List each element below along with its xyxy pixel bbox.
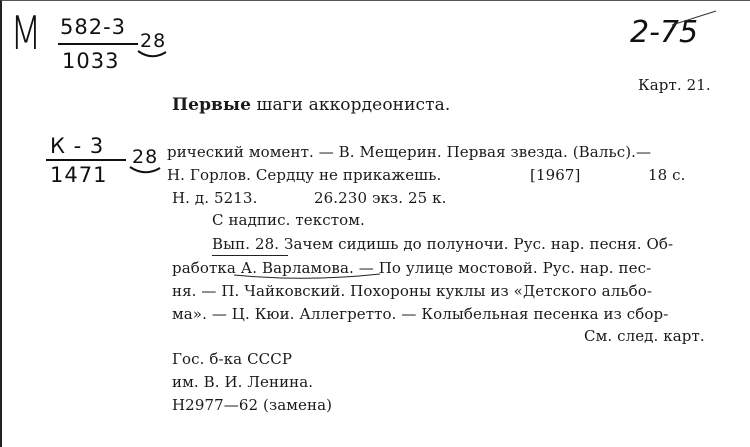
shelfmark-side-underline xyxy=(136,49,168,61)
text-note: С надпис. текстом. xyxy=(212,211,365,229)
second-mark-fraction-bar xyxy=(46,159,126,161)
issue-line-1: Вып. 28. Зачем сидишь до полуночи. Рус. нар. песня. Об- xyxy=(212,235,674,253)
second-mark-top-number: К - 3 xyxy=(50,134,105,158)
issue-line-3: ня. — П. Чайковский. Похороны куклы из «Детского альбо- xyxy=(172,282,653,300)
second-mark-side-number: 28 xyxy=(132,146,159,168)
print-run-price: 26.230 экз. 25 к. xyxy=(314,189,447,207)
corner-note-stroke xyxy=(670,9,720,29)
issue-underline xyxy=(212,255,288,256)
publication-year: [1967] xyxy=(530,166,581,184)
second-mark-bottom-number: 1471 xyxy=(50,163,108,187)
continued-note: См. след. карт. xyxy=(584,327,705,345)
shelfmark-letter: М xyxy=(10,6,42,60)
card-title xyxy=(172,96,450,114)
shelfmark-side-number: 28 xyxy=(140,30,167,52)
card-number-label: Карт. 21. xyxy=(638,76,711,94)
library-line-3: Н2977—62 (замена) xyxy=(172,396,333,414)
second-mark-side-underline xyxy=(128,165,162,177)
page-count: 18 с. xyxy=(648,166,686,184)
arranger-underline xyxy=(232,272,382,282)
text-line-2: Н. Горлов. Сердцу не прикажешь. xyxy=(167,166,442,184)
issue-line-4: ма». — Ц. Кюи. Аллегретто. — Колыбельная песенка из сбор- xyxy=(172,305,669,323)
card-title-rest: шаги аккордеониста. xyxy=(251,95,451,115)
shelfmark-fraction-bar xyxy=(58,43,138,45)
corner-note: 2-75 xyxy=(630,15,699,50)
issue-line-2: работка А. Варламова. — По улице мостовой. Рус. нар. пес- xyxy=(172,259,652,277)
shelfmark-bottom-number: 1033 xyxy=(62,49,120,73)
publisher-number: Н. д. 5213. xyxy=(172,189,258,207)
shelfmark-top-number: 582-3 xyxy=(60,15,127,39)
card-title-bold: Первые xyxy=(172,95,252,115)
text-line-1: рический момент. — В. Мещерин. Первая звезда. (Вальс).— xyxy=(167,143,652,161)
library-line-1: Гос. б-ка СССР xyxy=(172,350,293,368)
library-line-2: им. В. И. Ленина. xyxy=(172,373,314,391)
